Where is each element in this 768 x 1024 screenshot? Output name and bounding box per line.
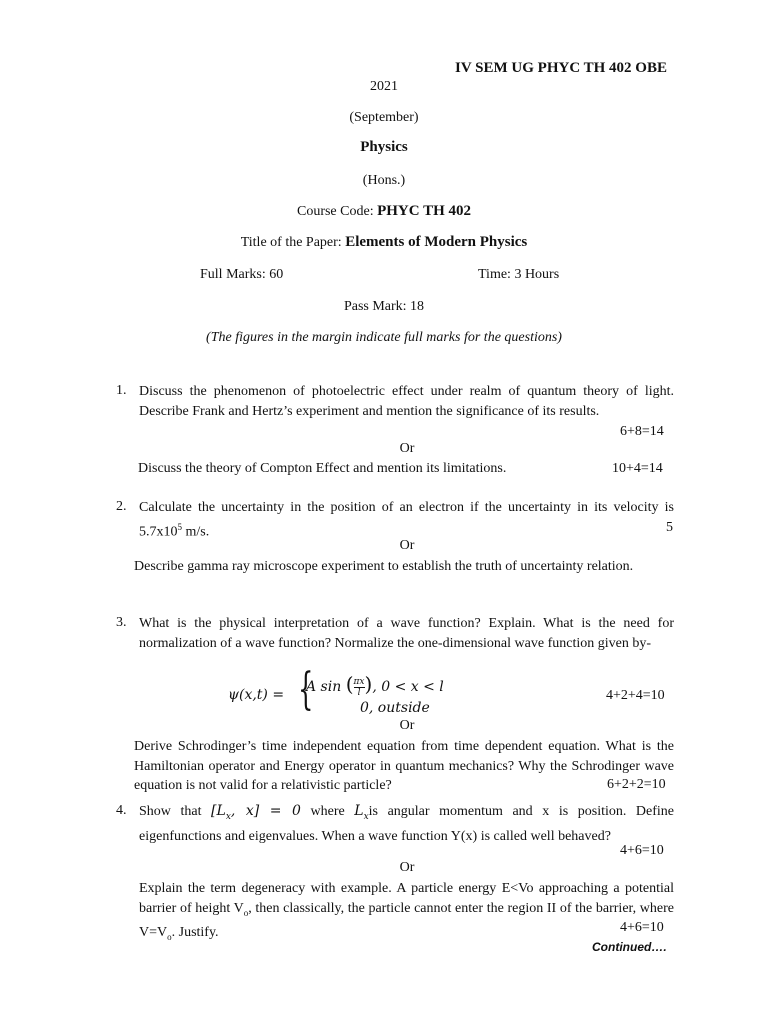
full-marks: Full Marks: 60 <box>200 267 284 282</box>
question-4-text: Show that [$L_x$, x] = 0 where $L_xis$ angular momentum and x is position. Define eigenfunctions and eigenvalues. When a wave function Y(x) is called well behaved? <box>139 803 675 845</box>
question-2-text <box>139 498 674 542</box>
exam-month: (September) <box>349 110 419 125</box>
question-1-alt-marks: 10+4=14 <box>612 461 663 476</box>
question-1-text <box>139 382 674 421</box>
frac-numerator: πx <box>353 676 365 687</box>
paper-title-label: Title of the Paper: <box>240 235 342 250</box>
exam-code-line: IV SEM UG PHYC TH 402 OBE <box>455 60 667 76</box>
question-4-alt-marks: 4+6=10 <box>620 920 664 935</box>
question-number: 3. <box>116 615 127 630</box>
question-4-body: Show that <box>139 804 212 819</box>
exam-year: 2021 <box>370 79 398 94</box>
question-3-alt-text <box>134 737 674 796</box>
frac-denominator: l <box>357 687 361 698</box>
question-4-alt-body: Explain the term degeneracy with example. A particle energy E<Vo approaching a potential barrier of height V <box>139 881 674 916</box>
question-3-alt-body: Derive Schrodinger’s time independent equation from time dependent equation. What is the Hamiltonian operator and Energy operator in quantum mechanics? Why the Schrodinger wave equation is not valid for a relativistic particle? <box>134 739 674 793</box>
course-code <box>0 202 768 222</box>
wave-function-case-2: 0, outside <box>360 700 430 716</box>
time-allowed: Time: 3 Hours <box>478 267 560 282</box>
exponent: 5 <box>177 521 182 532</box>
question-2-alt-text: Describe gamma ray microscope experiment to establish the truth of uncertainty relation. <box>134 559 634 574</box>
wave-function-case-1: A sin ( $\frac{\pi x}{l}$ ), 0 < x < l <box>306 672 444 698</box>
question-number: 4. <box>116 803 127 818</box>
marks-note: (The figures in the margin indicate full marks for the questions) <box>206 330 562 345</box>
question-1-body: Discuss the phenomenon of photoelectric effect under realm of quantum theory of light. Describe Frank and Hertz’s experiment and mention the significance of its results. <box>139 384 674 419</box>
question-number: 2. <box>116 499 127 514</box>
question-3-alt-marks: 6+2+2=10 <box>607 777 666 792</box>
hons-label: (Hons.) <box>362 173 406 188</box>
question-2-marks: 5 <box>666 520 673 535</box>
question-4-alt-text: Explain the term degeneracy with example. A particle energy E<Vo approaching a potential barrier of height $V_o$, then classically, the particle cannot enter the region II of the barrier, where $V=V_o$. Justify. <box>139 881 674 942</box>
subject-title: Physics <box>360 139 408 155</box>
pass-mark: Pass Mark: 18 <box>343 299 425 314</box>
wave-function-lhs: ψ(x,t) = <box>228 687 285 703</box>
commutator: [$L_x$, x] = 0 <box>211 803 301 822</box>
question-3-marks: 4+2+4=10 <box>606 688 665 703</box>
course-code-label: Course Code: <box>296 204 374 219</box>
case-1-amplitude: A sin <box>306 679 342 695</box>
question-2-body: Calculate the uncertainty in the position of an electron if the uncertainty in its velocity is 5.7x10 <box>139 500 674 540</box>
question-4-marks: 4+6=10 <box>620 843 664 858</box>
or-separator: Or <box>399 441 415 456</box>
question-2-body-end: m/s. <box>182 524 210 540</box>
question-number: 1. <box>116 383 127 398</box>
question-1-alt-text: Discuss the theory of Compton Effect and mention its limitations. <box>138 461 507 476</box>
or-separator: Or <box>399 860 415 875</box>
question-3-text: What is the physical interpretation of a wave function? Explain. What is the need for normalization of a wave function? Normalize the one-dimensional wave function given by- <box>139 616 674 651</box>
or-separator: Or <box>399 718 415 733</box>
paper-title <box>0 233 768 253</box>
or-separator: Or <box>399 538 415 553</box>
paper-title-value: Elements of Modern Physics <box>345 234 528 250</box>
question-1-marks: 6+8=14 <box>620 424 664 439</box>
course-code-value: PHYC TH 402 <box>377 203 471 219</box>
angular-momentum-symbol: $L_x$ <box>354 803 369 822</box>
case-1-condition: , 0 < x < l <box>372 679 444 695</box>
continued-label: Continued…. <box>592 940 667 954</box>
equation-brace: { <box>298 664 314 715</box>
